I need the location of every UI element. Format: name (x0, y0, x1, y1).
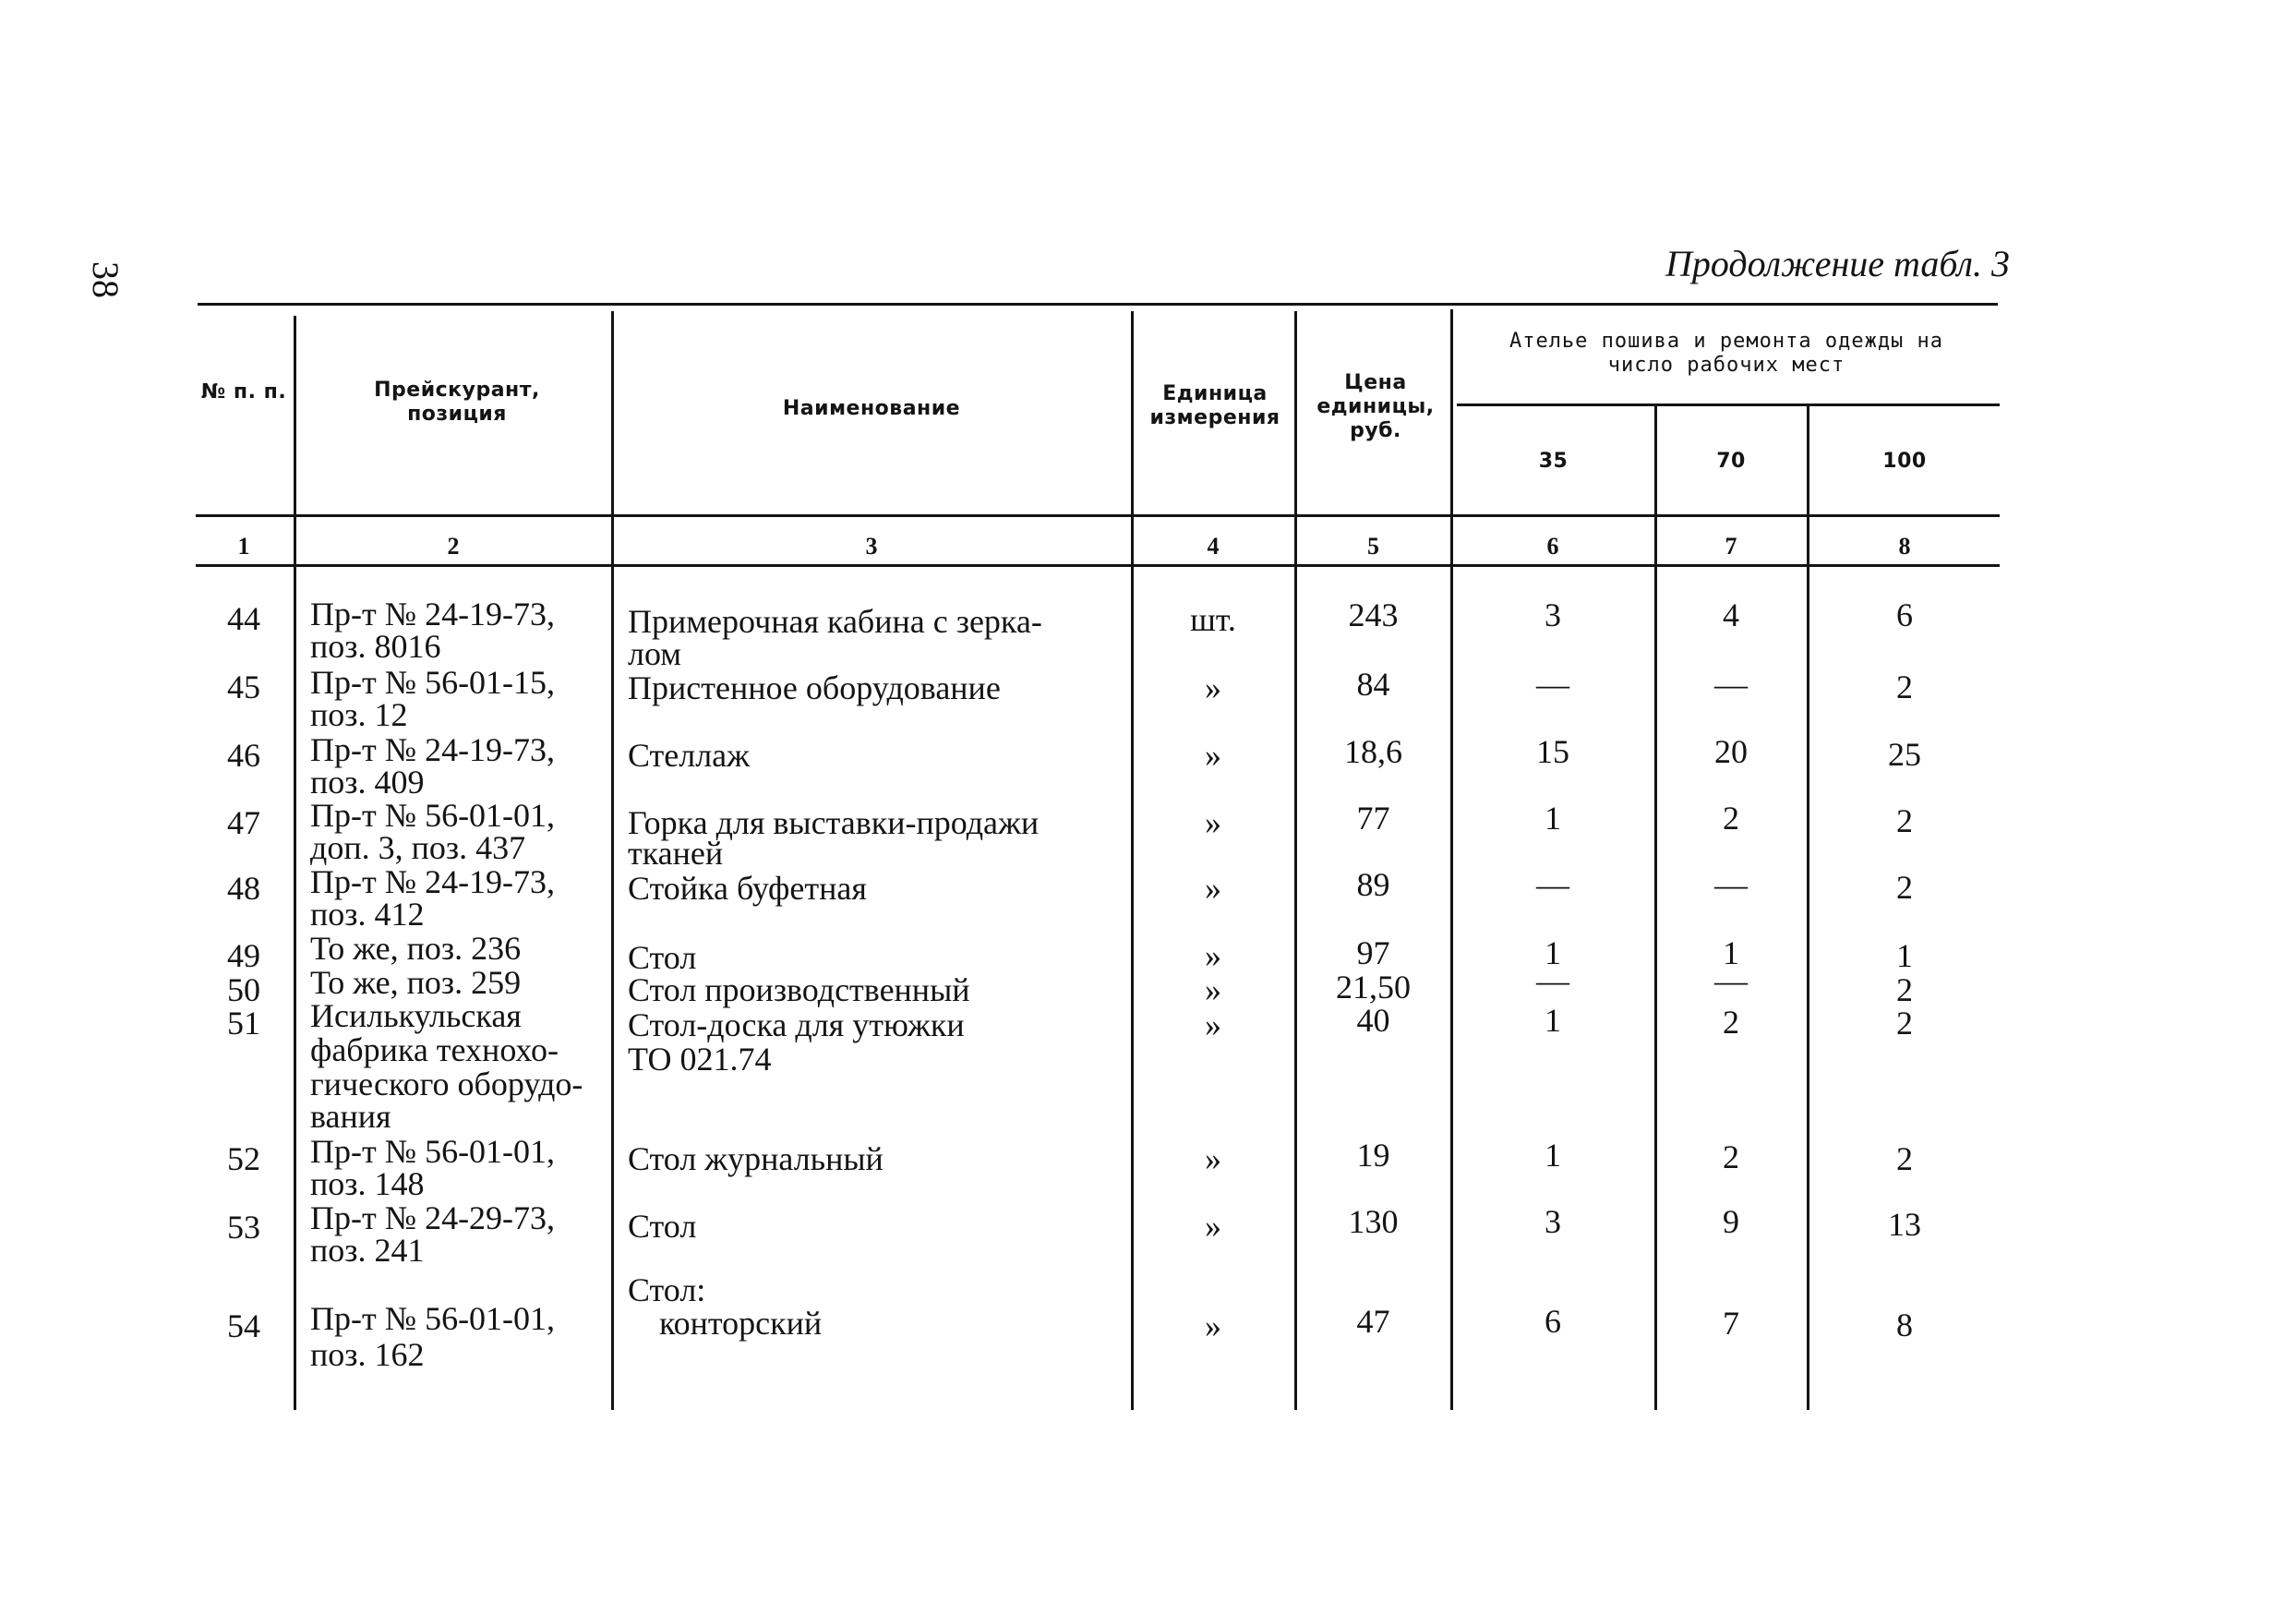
item-name-line: Стол журнальный (628, 1140, 884, 1177)
price-cell: 18,6 (1344, 733, 1402, 770)
item-name-line: Стол-доска для утюжки (628, 1006, 965, 1043)
item-name-line: тканей (628, 835, 724, 872)
item-name-line: Стойка буфетная (628, 870, 867, 907)
count-70-cell: 1 (1723, 934, 1739, 971)
page-number: 38 (85, 261, 126, 298)
count-100-cell: 2 (1896, 1005, 1913, 1042)
unit-cell: » (1205, 1208, 1221, 1245)
item-name-line: Стол (628, 939, 697, 976)
price-list-line: доп. 3, поз. 437 (310, 829, 526, 866)
price-list-line: гического оборудо- (310, 1066, 583, 1102)
colnum-bottom-rule (196, 564, 2000, 567)
unit-cell: » (1205, 971, 1221, 1008)
row-no: 47 (227, 804, 260, 841)
column-number: 5 (1367, 533, 1379, 560)
price-list-line: То же, поз. 259 (310, 964, 522, 1001)
count-70-cell: 9 (1723, 1203, 1739, 1240)
count-35-cell: 1 (1545, 800, 1561, 837)
column-number: 4 (1207, 533, 1220, 560)
table-caption: Продолжение табл. 3 (1665, 243, 2010, 284)
col-divider-2 (611, 311, 614, 1410)
header-group: Ателье пошива и ремонта одежды на число рабочих мест (1509, 330, 1944, 377)
header-name: Наименование (782, 397, 961, 420)
row-no: 46 (227, 737, 260, 774)
header-price-list: Прейскурант, позиция (374, 379, 540, 426)
count-70-cell: 20 (1714, 733, 1748, 770)
price-cell: 243 (1348, 596, 1399, 633)
count-100-cell: 2 (1896, 971, 1913, 1008)
price-list-line: поз. 8016 (310, 628, 441, 665)
count-100-cell: 25 (1888, 736, 1921, 773)
count-70-cell: — (1714, 962, 1748, 999)
price-list-line: То же, поз. 236 (310, 930, 522, 967)
count-35-cell: 6 (1545, 1303, 1561, 1340)
count-70-cell: — (1714, 666, 1748, 703)
item-name-line: конторский (659, 1305, 823, 1342)
count-35-cell: 3 (1545, 1203, 1561, 1240)
col-divider-5 (1450, 309, 1453, 1410)
count-70-cell: 2 (1723, 800, 1739, 837)
price-list-line: вания (310, 1098, 391, 1135)
row-no: 50 (227, 971, 260, 1008)
price-list-line: Пр-т № 56-01-01, (310, 797, 556, 834)
price-list-line: Исилькульская (310, 997, 522, 1034)
price-list-line: Пр-т № 24-29-73, (310, 1199, 556, 1236)
row-no: 48 (227, 870, 260, 907)
count-35-cell: — (1536, 866, 1569, 903)
price-cell: 130 (1348, 1203, 1399, 1240)
price-list-line: поз. 409 (310, 764, 425, 801)
count-70-cell: 2 (1723, 1004, 1739, 1041)
row-no: 45 (227, 668, 260, 705)
item-name-line: лом (628, 635, 682, 672)
price-cell: 84 (1356, 666, 1390, 703)
count-100-cell: 2 (1896, 802, 1913, 839)
item-name-line: Примерочная кабина с зерка- (628, 603, 1042, 640)
price-cell: 97 (1356, 934, 1390, 971)
price-list-line: Пр-т № 56-01-15, (310, 664, 556, 701)
column-number: 1 (237, 533, 250, 560)
unit-cell: » (1205, 804, 1221, 841)
item-name-line: Горка для выставки-продажи (628, 804, 1040, 841)
count-100-cell: 1 (1896, 937, 1913, 974)
price-cell: 19 (1356, 1137, 1390, 1174)
row-no: 52 (227, 1140, 260, 1177)
price-cell: 47 (1356, 1303, 1390, 1340)
item-name-line: Стеллаж (628, 737, 751, 774)
count-100-cell: 2 (1896, 869, 1913, 906)
row-no: 51 (227, 1005, 260, 1042)
price-list-line: фабрика технохо- (310, 1031, 559, 1068)
price-list-line: Пр-т № 56-01-01, (310, 1133, 556, 1170)
col-divider-1 (294, 316, 296, 1410)
price-list-line: поз. 148 (310, 1165, 425, 1202)
price-list-line: Пр-т № 24-19-73, (310, 731, 556, 768)
price-list-line: Пр-т № 24-19-73, (310, 596, 556, 632)
price-cell: 21,50 (1336, 969, 1411, 1006)
header-100: 100 (1882, 450, 1927, 473)
column-number: 2 (447, 533, 460, 560)
price-list-line: поз. 241 (310, 1232, 425, 1269)
row-no: 44 (227, 600, 260, 637)
price-cell: 89 (1356, 866, 1390, 903)
item-name-line: Стол производственный (628, 971, 970, 1008)
unit-cell: » (1205, 1006, 1221, 1043)
count-35-cell: — (1536, 962, 1569, 999)
unit-cell: » (1205, 937, 1221, 974)
row-no: 54 (227, 1307, 260, 1344)
col-divider-4 (1294, 311, 1297, 1410)
count-100-cell: 8 (1896, 1307, 1913, 1343)
column-number: 8 (1898, 533, 1911, 560)
count-70-cell: — (1714, 866, 1748, 903)
price-cell: 40 (1356, 1002, 1390, 1039)
col-divider-3 (1131, 311, 1134, 1410)
count-35-cell: — (1536, 666, 1569, 703)
price-cell: 77 (1356, 800, 1390, 837)
count-70-cell: 4 (1723, 596, 1739, 633)
unit-cell: » (1205, 870, 1221, 907)
group-header-rule (1457, 404, 2000, 406)
table-top-rule (198, 303, 1998, 306)
count-35-cell: 1 (1545, 1002, 1561, 1039)
header-price: Цена единицы, руб. (1316, 371, 1435, 442)
price-list-line: Пр-т № 24-19-73, (310, 863, 556, 900)
header-unit: Единица измерения (1149, 382, 1280, 429)
header-70: 70 (1716, 450, 1746, 473)
count-100-cell: 2 (1896, 1140, 1913, 1177)
column-number: 6 (1546, 533, 1559, 560)
item-name-line: Пристенное оборудование (628, 669, 1001, 706)
item-name-line: Стол (628, 1208, 697, 1245)
count-35-cell: 1 (1545, 1137, 1561, 1174)
header-bottom-rule (196, 514, 2000, 517)
unit-cell: » (1205, 737, 1221, 774)
count-100-cell: 6 (1896, 596, 1913, 633)
price-list-line: поз. 412 (310, 896, 425, 933)
count-35-cell: 3 (1545, 596, 1561, 633)
count-100-cell: 13 (1888, 1206, 1921, 1243)
column-number: 3 (865, 533, 878, 560)
item-name-line: Стол: (628, 1271, 706, 1308)
price-list-line: Пр-т № 56-01-01, (310, 1300, 556, 1337)
header-no: № п. п. (200, 380, 287, 404)
price-list-line: поз. 162 (310, 1336, 425, 1373)
count-100-cell: 2 (1896, 668, 1913, 705)
count-70-cell: 2 (1723, 1138, 1739, 1175)
header-35: 35 (1538, 450, 1569, 473)
item-name-line: ТО 021.74 (628, 1041, 772, 1078)
count-70-cell: 7 (1723, 1305, 1739, 1342)
row-no: 53 (227, 1209, 260, 1246)
unit-cell: » (1205, 1307, 1221, 1344)
unit-cell: » (1205, 1140, 1221, 1177)
column-number: 7 (1725, 533, 1737, 560)
unit-cell: шт. (1190, 601, 1236, 638)
count-35-cell: 15 (1536, 733, 1569, 770)
unit-cell: » (1205, 669, 1221, 706)
count-35-cell: 1 (1545, 934, 1561, 971)
row-no: 49 (227, 937, 260, 974)
price-list-line: поз. 12 (310, 696, 408, 733)
